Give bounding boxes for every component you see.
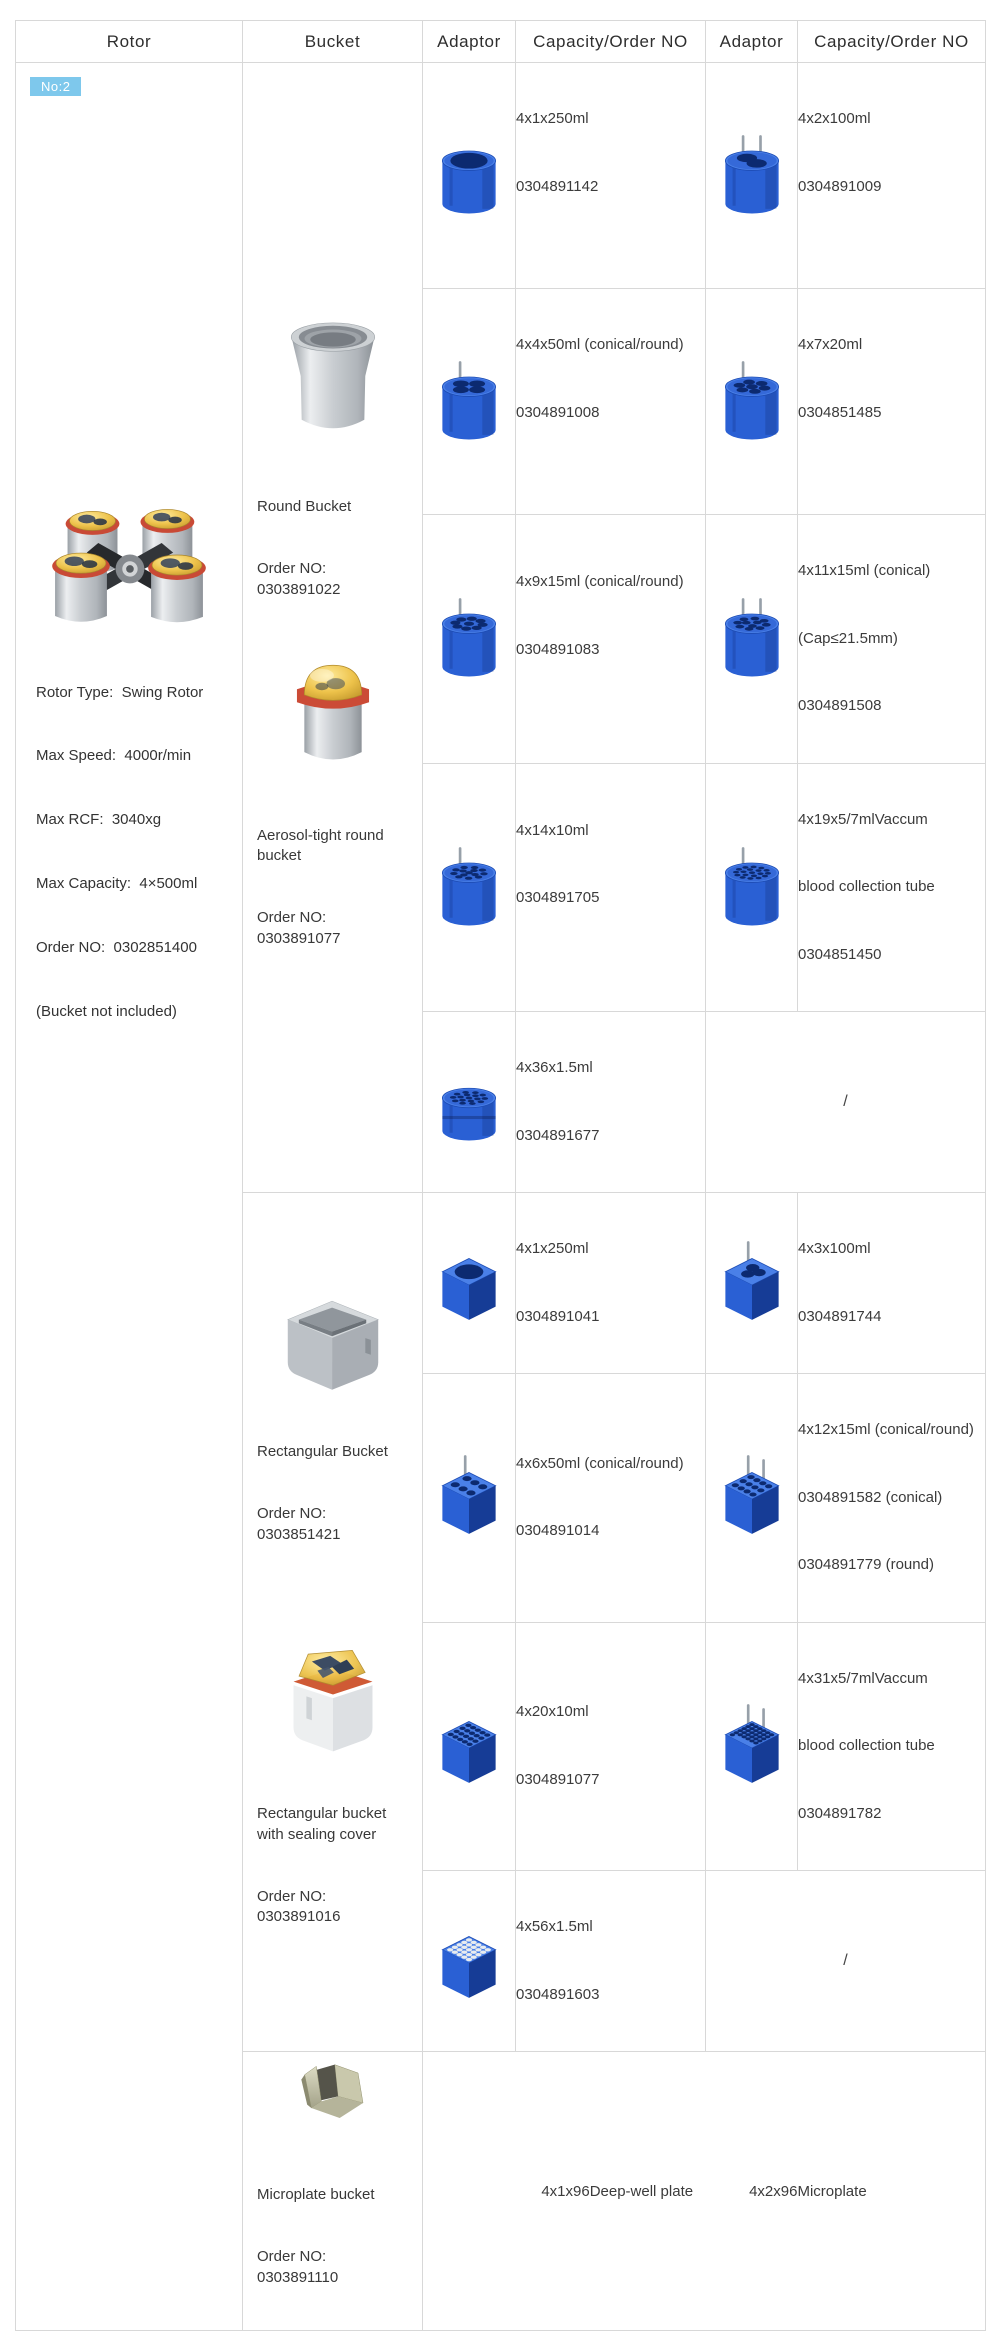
not-available-slash: /: [843, 1093, 848, 1110]
rotor-spec-table: [15, 20, 986, 2331]
capacity-cell: [516, 763, 706, 1012]
rotor-spec-line: Max Capacity: 4×500ml: [36, 875, 198, 893]
rectangular-bucket-image: [243, 1284, 422, 1398]
capacity-line: 4x14x10ml: [516, 821, 589, 839]
capacity-cell: [516, 1374, 706, 1623]
no-adaptor-cell: [706, 1012, 986, 1193]
capacity-line: blood collection tube: [798, 1737, 935, 1754]
order-no-line: 0304891008: [516, 403, 600, 421]
adaptor-icon: [435, 130, 503, 216]
header-row: [16, 21, 986, 63]
rotor-spec-line: Order NO: 0302851400: [36, 939, 197, 957]
microplate-bucket-image: [243, 2058, 422, 2142]
order-no-line: 0304891744: [798, 1307, 882, 1325]
capacity-line: 4x7x20ml: [798, 336, 863, 353]
capacity-line: 4x3x100ml: [798, 1240, 871, 1257]
order-no-line: 0304891603: [516, 1985, 600, 2003]
rectangular-bucket-sealed-image: [243, 1643, 422, 1761]
bucket-order-no: Order NO: 0303851421: [257, 1504, 341, 1543]
capacity-line: 4x20x10ml: [516, 1703, 589, 1721]
capacity-line: blood collection tube: [798, 878, 935, 895]
bucket-cell-microplate: [243, 2052, 423, 2331]
capacity-cell: [516, 1012, 706, 1193]
adaptor-icon: [718, 842, 786, 928]
rotor-spec-line: Max RCF: 3040xg: [36, 811, 162, 829]
bucket-order-no: Order NO: 0303891077: [257, 909, 341, 947]
aerosol-bucket-image: [243, 656, 422, 782]
bucket-label: [243, 1398, 422, 1586]
capacity-line: 4x31x5/7mlVaccum: [798, 1669, 928, 1687]
order-no-line: 0304851450: [798, 945, 882, 963]
adaptor-icon: [718, 593, 786, 679]
capacity-cell: [516, 1871, 706, 2052]
adaptor-icon: [435, 356, 503, 442]
rotor-specs: [36, 639, 238, 1065]
order-no-line: 0304891077: [516, 1770, 600, 1788]
adaptor-icon: [435, 1701, 503, 1787]
column-header-capacity-1: Capacity/Order NO: [516, 21, 706, 63]
capacity-line: 4x19x5/7mlVaccum: [798, 810, 928, 828]
order-no-line: 0304891009: [798, 177, 882, 195]
rotor-front-bucket-left: [52, 553, 110, 622]
bucket-cell-round: [243, 63, 423, 1193]
adaptor-icon: [718, 130, 786, 216]
adaptor-icon: [718, 1452, 786, 1538]
capacity-line: 4x4x50ml (conical/round): [516, 336, 684, 353]
adaptor-icon: [435, 1452, 503, 1538]
column-header-adaptor-1: Adaptor: [423, 21, 516, 63]
adaptor-icon: [718, 1701, 786, 1787]
bucket-label: [243, 1761, 422, 1970]
rotor-front-bucket-right: [148, 555, 206, 622]
adaptor-icon: [718, 1238, 786, 1324]
capacity-cell: [516, 289, 706, 515]
table-row: [16, 63, 986, 289]
bucket-name: Aerosol-tight round bucket: [257, 826, 388, 865]
round-bucket-image: [243, 304, 422, 454]
adaptor-icon: [435, 1057, 503, 1143]
bucket-name: Round Bucket: [257, 498, 352, 516]
order-no-line: 0304891014: [516, 1522, 600, 1540]
capacity-line: 4x1x250ml: [516, 110, 589, 127]
capacity-cell: [798, 1374, 986, 1623]
adaptor-icon: [435, 593, 503, 679]
order-no-line: 0304891041: [516, 1307, 600, 1325]
capacity-line: 4x2x100ml: [798, 110, 871, 127]
capacity-line: 4x36x1.5ml: [516, 1059, 593, 1076]
capacity-cell: [798, 763, 986, 1012]
capacity-cell: [516, 63, 706, 289]
adaptor-icon: [435, 1238, 503, 1324]
rotor-cell: [16, 63, 243, 2331]
bucket-order-no: Order NO: 0303891016: [257, 1887, 341, 1926]
capacity-line: 4x9x15ml (conical/round): [516, 573, 684, 591]
bucket-label: [243, 2142, 422, 2330]
bucket-order-no: Order NO: 0303891022: [257, 560, 341, 599]
order-no-line: 0304891705: [516, 889, 600, 907]
column-header-capacity-2: Capacity/Order NO: [798, 21, 986, 63]
order-no-line: 0304891083: [516, 640, 600, 658]
rotor-spec-line: Max Speed: 4000r/min: [36, 747, 192, 765]
order-no-line: 0304891142: [516, 177, 599, 195]
order-no-line: 0304891779 (round): [798, 1556, 934, 1573]
capacity-line: 4x6x50ml (conical/round): [516, 1454, 684, 1472]
bucket-order-no: Order NO: 0303891110: [257, 2248, 339, 2287]
column-header-rotor: Rotor: [16, 21, 243, 63]
capacity-line: (Cap≤21.5mm): [798, 629, 898, 647]
microplate-capacity-cell: [423, 2052, 986, 2331]
capacity-cell: [516, 1193, 706, 1374]
rotor-spec-line: Rotor Type: Swing Rotor: [36, 683, 204, 701]
no-adaptor-cell: [706, 1871, 986, 2052]
capacity-line: 4x1x96Deep-well plate: [541, 2182, 694, 2200]
capacity-cell: [798, 63, 986, 289]
bucket-name: Rectangular bucket with sealing cover: [257, 1805, 391, 1843]
bucket-label: [243, 454, 422, 642]
order-no-line: 0304891782: [798, 1804, 882, 1822]
order-no-line: 0304891582 (conical): [798, 1488, 943, 1506]
capacity-line: 4x12x15ml (conical/round): [798, 1421, 974, 1438]
capacity-cell: [798, 1193, 986, 1374]
capacity-cell: [516, 1622, 706, 1871]
not-available-slash: /: [843, 1952, 848, 1969]
capacity-cell: [798, 515, 986, 764]
bucket-label: [243, 782, 422, 991]
bucket-name: Rectangular Bucket: [257, 1442, 388, 1460]
capacity-line: 4x1x250ml: [516, 1240, 589, 1257]
capacity-cell: [798, 289, 986, 515]
swing-rotor-photo: [33, 493, 225, 646]
bucket-name: Microplate bucket: [257, 2186, 375, 2204]
capacity-cell: [798, 1622, 986, 1871]
capacity-cell: [516, 515, 706, 764]
adaptor-icon: [435, 1916, 503, 2002]
capacity-line: 4x56x1.5ml: [516, 1918, 593, 1935]
capacity-line: 4x11x15ml (conical): [798, 562, 931, 579]
bucket-cell-rectangular: [243, 1193, 423, 2052]
rotor-spec-line: (Bucket not included): [36, 1003, 177, 1021]
column-header-bucket: Bucket: [243, 21, 423, 63]
capacity-line: 4x2x96Microplate: [749, 2182, 867, 2200]
adaptor-icon: [718, 356, 786, 442]
order-no-line: 0304891508: [798, 697, 882, 714]
column-header-adaptor-2: Adaptor: [706, 21, 798, 63]
adaptor-icon: [435, 842, 503, 928]
order-no-line: 0304891677: [516, 1126, 600, 1144]
rotor-number-badge: No:2: [30, 77, 81, 96]
order-no-line: 0304851485: [798, 403, 882, 421]
